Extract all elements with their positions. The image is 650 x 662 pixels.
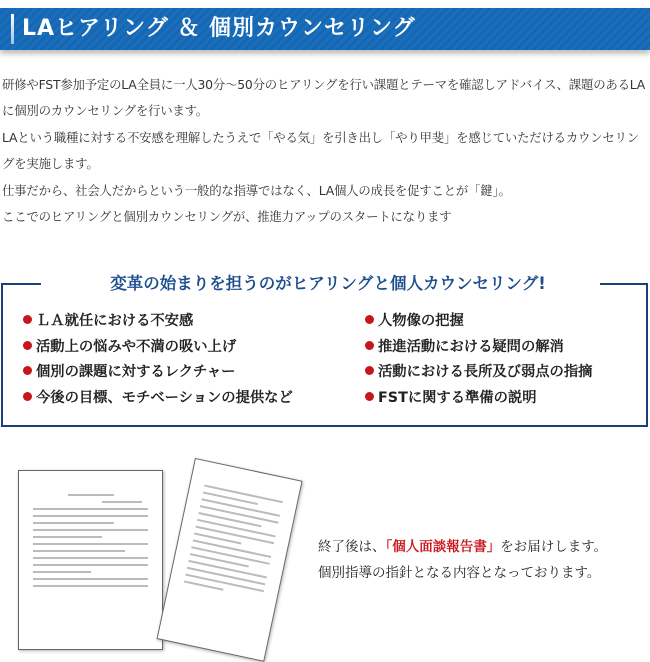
- bullet-icon: [365, 366, 374, 375]
- report-line-2: 個別指導の指針となる内容となっております。: [318, 565, 601, 581]
- intro-paragraph: ここでのヒアリングと個別カウンセリングが、推進力アップのスタートになります: [2, 209, 452, 225]
- report-note: [318, 534, 607, 586]
- list-item: ＬＡ就任における不安感: [23, 309, 293, 335]
- intro-paragraph: 仕事だから、社会人だからという一般的な指導ではなく、LA個人の成長を促すことが「鍵」。: [2, 182, 511, 198]
- bullet-icon: [23, 392, 32, 401]
- report-document-image: [18, 470, 163, 650]
- bullet-icon: [23, 366, 32, 375]
- bullet-icon: [23, 341, 32, 350]
- bullet-icon: [23, 315, 32, 324]
- intro-paragraph: LAという職種に対する不安感を理解したうえで「やる気」を引き出し「やり甲斐」を感じていただけるカウンセリングを実施します。: [2, 129, 639, 172]
- list-item: 活動上の悩みや不満の吸い上げ: [23, 335, 293, 361]
- section-header-banner: [0, 8, 650, 50]
- list-item: 人物像の把握: [365, 309, 592, 335]
- features-list-left: [23, 309, 293, 412]
- bullet-icon: [365, 315, 374, 324]
- intro-text: [2, 72, 650, 230]
- list-item: 個別の課題に対するレクチャー: [23, 360, 293, 386]
- bullet-icon: [365, 392, 374, 401]
- features-title: 変革の始まりを担うのがヒアリングと個人カウンセリング!: [110, 274, 546, 293]
- intro-paragraph: 研修やFST参加予定のLA全員に一人30分～50分のヒアリングを行い課題とテーマを確認しアドバイス、課題のあるLAに個別のカウンセリングを行います。: [2, 77, 646, 119]
- bullet-icon: [365, 341, 374, 350]
- list-item: 活動における長所及び弱点の指摘: [365, 360, 592, 386]
- list-item: FSTに関する準備の説明: [365, 386, 592, 412]
- section-title: LAヒアリング ＆ 個別カウンセリング: [22, 16, 416, 41]
- features-box: [1, 274, 648, 427]
- report-name-highlight: 「個人面談報告書」: [385, 539, 501, 555]
- report-line-1: 終了後は、「個人面談報告書」をお届けします。: [318, 539, 608, 555]
- report-document-image: [157, 458, 303, 662]
- list-item: 推進活動における疑問の解消: [365, 335, 592, 361]
- features-list-right: [365, 309, 592, 412]
- header-accent-bar: [11, 14, 14, 44]
- list-item: 今後の目標、モチベーションの提供など: [23, 386, 293, 412]
